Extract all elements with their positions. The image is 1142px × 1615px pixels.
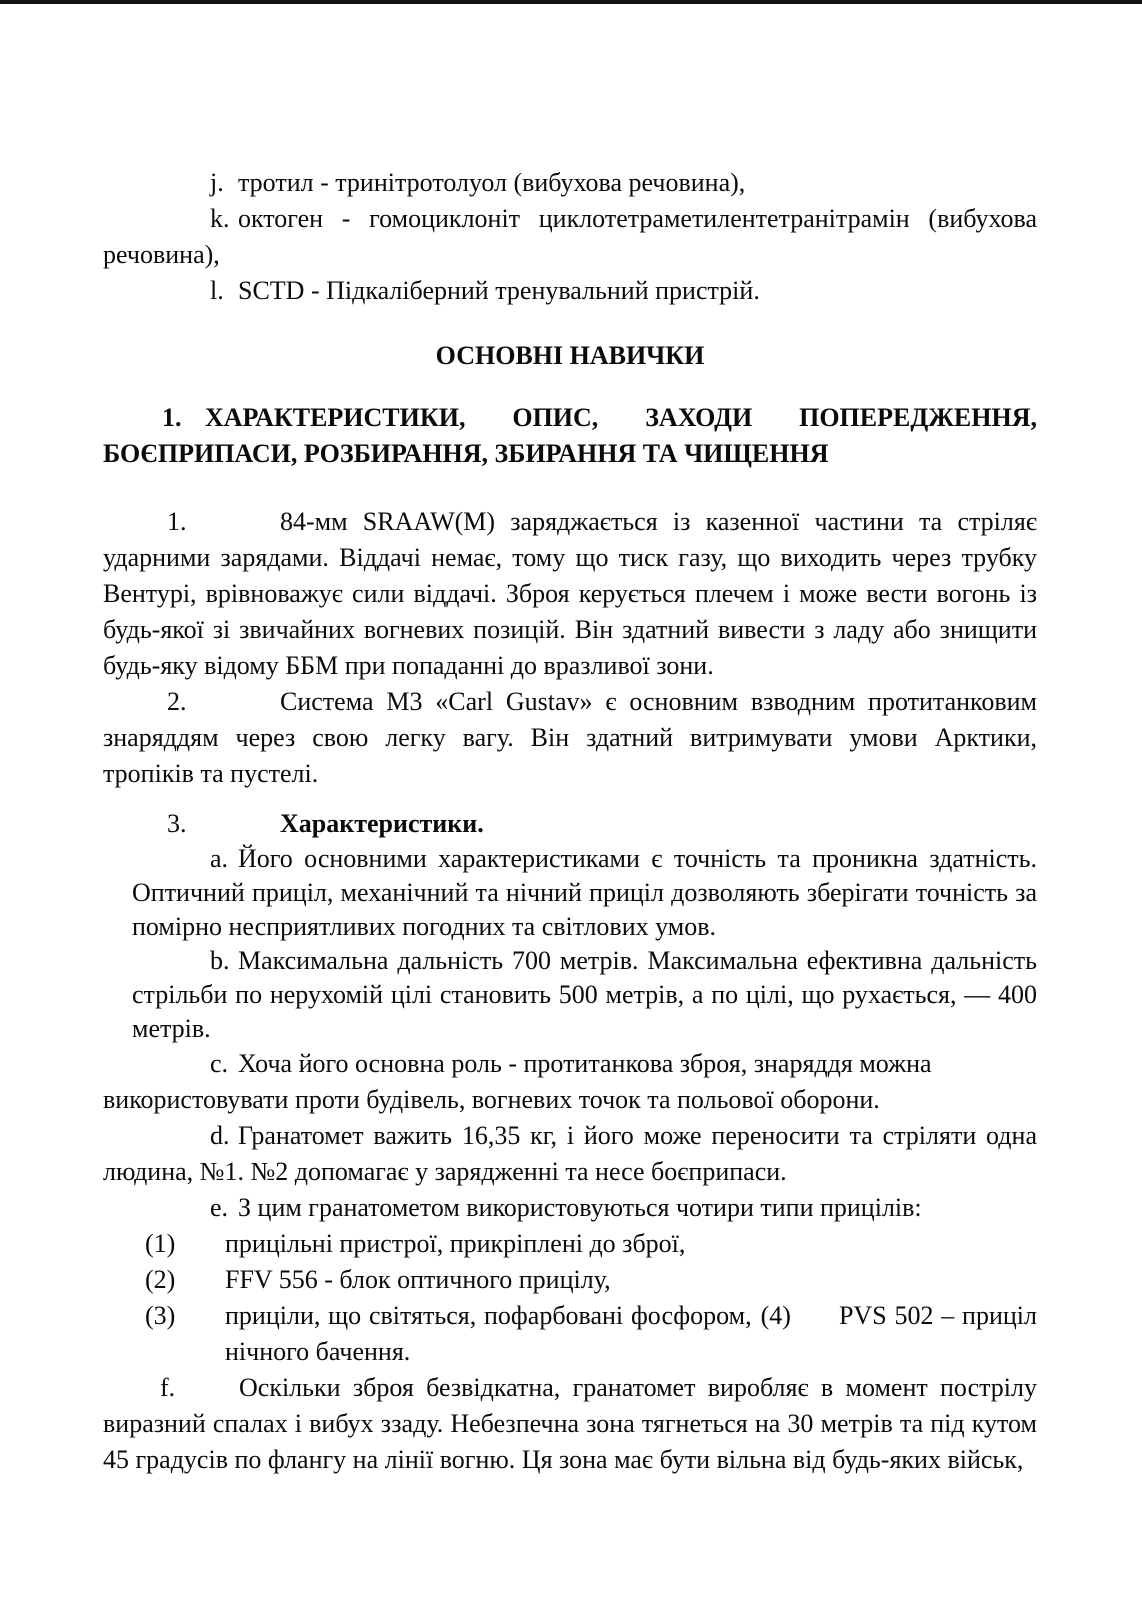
characteristic-b-label: b. <box>210 946 230 975</box>
item-label-l: l. <box>210 276 224 305</box>
scan-edge-line <box>0 0 1142 4</box>
section-heading <box>103 400 1037 472</box>
characteristic-e-label: e. <box>210 1193 229 1222</box>
item-label-j: j. <box>210 168 224 197</box>
sight-type-3-number: (3) <box>145 1301 176 1330</box>
sight-type-3-text: приціли, що світяться, пофарбовані фосфором, <box>225 1301 752 1330</box>
sight-type-1-number: (1) <box>145 1229 176 1258</box>
characteristic-d-label: d. <box>210 1121 230 1150</box>
abbreviation-item-k <box>103 201 1037 273</box>
abbreviation-item-j <box>103 165 1037 201</box>
characteristic-f-text: Оскільки зброя безвідкатна, гранатомет виробляє в момент пострілу виразний спалах і вибух ззаду. Небезпечна зона тягнеться на 30 метрів та під кутом 45 градусів по флангу на лінії вогню. Ця зона має бути вільна від будь-яких військ, <box>103 1373 1037 1474</box>
sight-type-4-text: PVS 502 – приціл нічного бачення. <box>225 1301 1037 1366</box>
characteristic-a-label: a. <box>210 844 229 873</box>
characteristic-c <box>103 1046 1037 1118</box>
characteristic-a-text: Його основними характеристиками є точність та проникна здатність. Оптичний приціл, механічний та нічний приціл дозволяють зберігати точність за помірно несприятливих погодних та світлових умов. <box>132 844 1037 941</box>
section-heading-title: ХАРАКТЕРИСТИКИ, ОПИС, ЗАХОДИ ПОПЕРЕДЖЕННЯ, БОЄПРИПАСИ, РОЗБИРАННЯ, ЗБИРАННЯ ТА ЧИЩЕННЯ <box>103 403 1037 468</box>
paragraph-2 <box>103 684 1037 792</box>
sight-type-3 <box>145 1298 1037 1370</box>
characteristic-b-text: Максимальна дальність 700 метрів. Максимальна ефективна дальність стрільби по нерухомій цілі становить 500 метрів, а по цілі, що рухається, — 400 метрів. <box>132 946 1037 1043</box>
sight-type-2-text: FFV 556 - блок оптичного прицілу, <box>225 1265 611 1294</box>
characteristic-e-text: З цим гранатометом використовуються чотири типи прицілів: <box>238 1193 922 1222</box>
characteristic-b <box>132 944 1037 1046</box>
paragraph-2-text: Система М3 «Carl Gustav» є основним взводним протитанковим знаряддям через свою легку вагу. Він здатний витримувати умови Арктики, тропіків та пустелі. <box>103 687 1037 788</box>
characteristic-f <box>103 1370 1037 1478</box>
document-content <box>103 165 1037 1478</box>
item-text-l: SCTD - Підкаліберний тренувальний пристрій. <box>238 276 760 305</box>
paragraph-3-number: 3. <box>167 809 187 838</box>
item-text-j: тротил - тринітротолуол (вибухова речовина), <box>238 168 746 197</box>
sight-type-2-number: (2) <box>145 1265 176 1294</box>
characteristic-d-text: Гранатомет важить 16,35 кг, і його може переносити та стріляти одна людина, №1. №2 допомагає у зарядженні та несе боєприпаси. <box>103 1121 1037 1186</box>
main-heading: ОСНОВНІ НАВИЧКИ <box>435 341 705 370</box>
section-heading-number: 1. <box>162 403 182 432</box>
paragraph-1-text: 84-мм SRAAW(M) заряджається із казенної частини та стріляє ударними зарядами. Віддачі немає, тому що тиск газу, що виходить через трубку Вентурі, врівноважує сили віддачі. Зброя керується плечем і може вести вогонь із будь-якої зі звичайних вогневих позицій. Він здатний вивести з ладу або знищити будь-яку відому ББМ при попаданні до вразливої зони. <box>103 507 1037 680</box>
characteristic-f-label: f. <box>160 1373 176 1402</box>
sight-type-1-text: прицільні пристрої, прикріплені до зброї, <box>225 1229 686 1258</box>
item-text-k: октоген - гомоциклоніт циклотетраметилентетранітрамін (вибухова речовина), <box>103 204 1037 269</box>
sight-type-1 <box>145 1226 1037 1262</box>
paragraph-1-number: 1. <box>167 507 187 536</box>
characteristic-e <box>103 1190 1037 1226</box>
characteristic-c-label: c. <box>210 1049 229 1078</box>
sight-type-4-number: (4) <box>760 1301 791 1330</box>
paragraph-3-title: Характеристики. <box>280 809 484 838</box>
paragraph-1 <box>103 504 1037 684</box>
characteristic-d <box>103 1118 1037 1190</box>
paragraph-2-number: 2. <box>167 687 187 716</box>
paragraph-3 <box>103 806 1037 842</box>
abbreviation-item-l <box>103 273 1037 309</box>
characteristic-a <box>132 842 1037 944</box>
characteristic-c-text: Хоча його основна роль - протитанкова зброя, знаряддя можна використовувати проти будівель, вогневих точок та польової оборони. <box>103 1049 932 1114</box>
sight-type-2 <box>145 1262 1037 1298</box>
item-label-k: k. <box>210 204 230 233</box>
